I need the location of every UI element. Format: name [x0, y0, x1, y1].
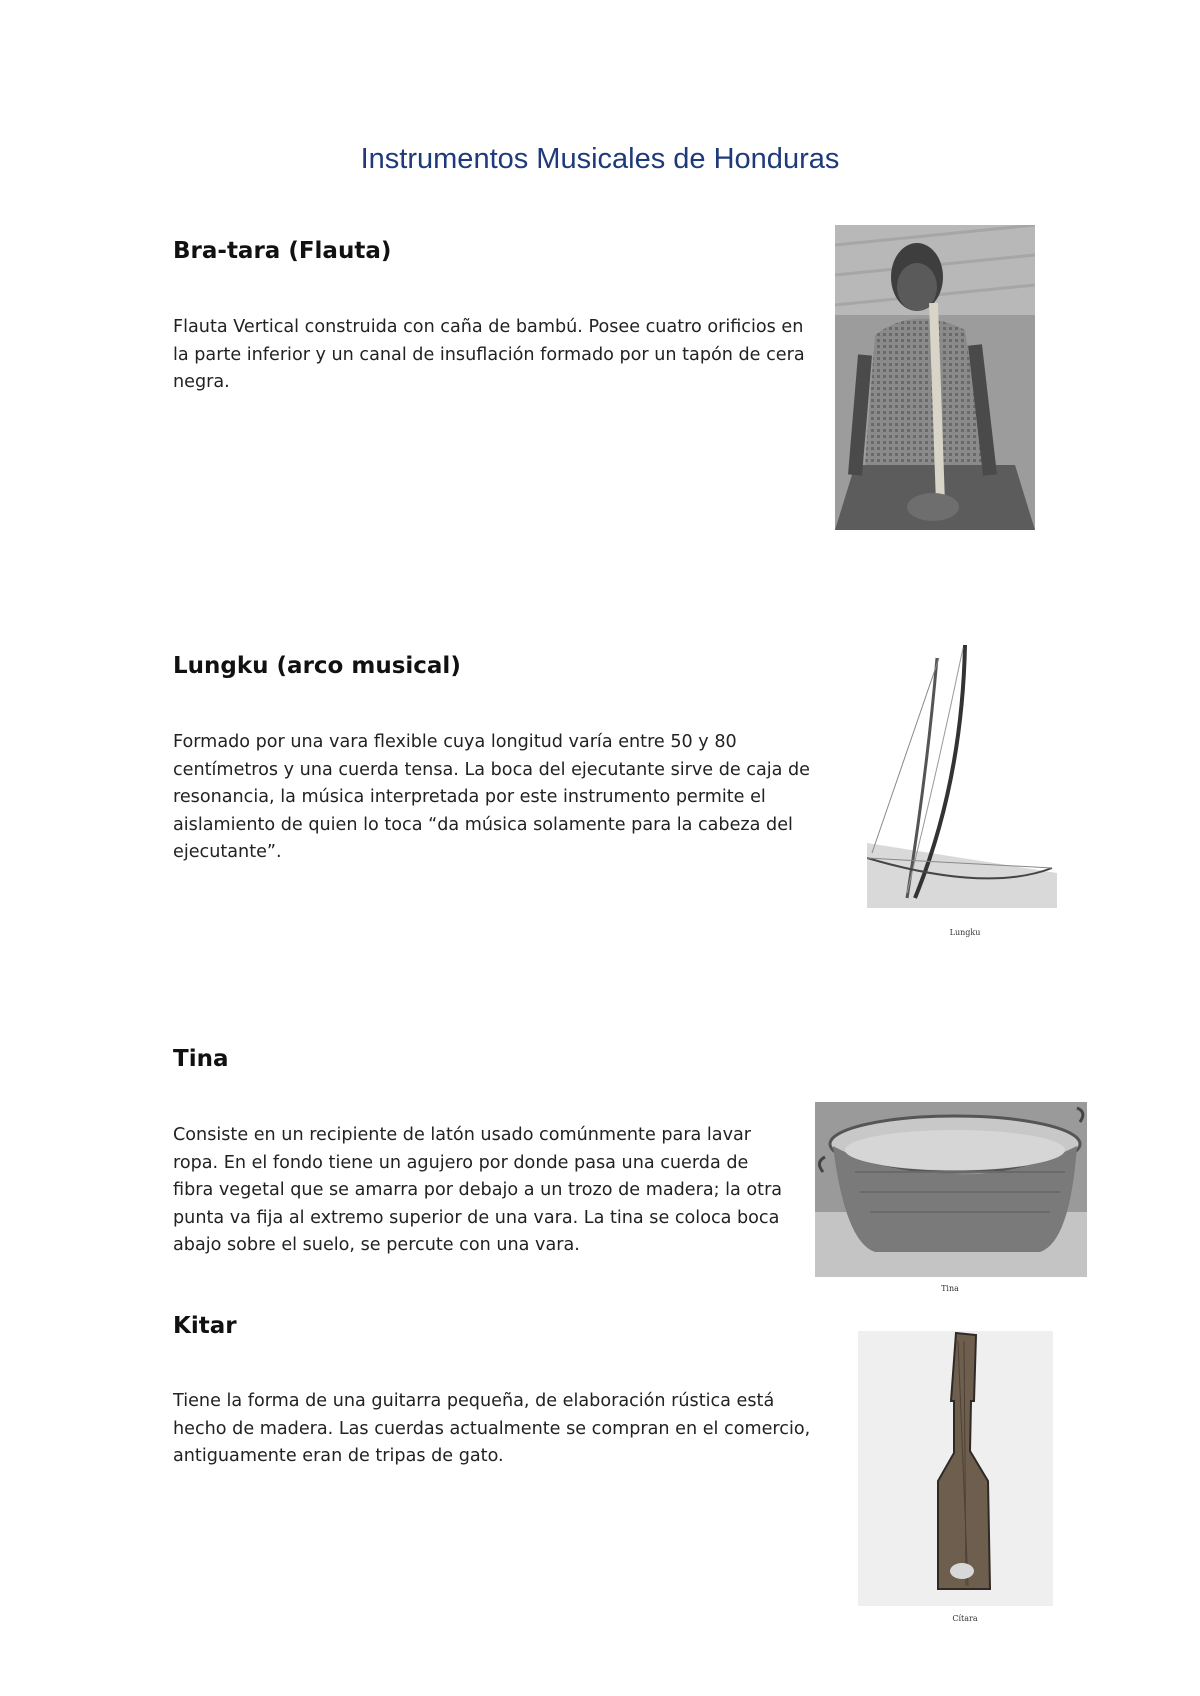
- flute-player-photo: [835, 225, 1035, 530]
- section-text-tina: Consiste en un recipiente de latón usado comúnmente para lavar ropa. En el fondo tiene un agujero por donde pasa una cuerda de fibra vegetal que se amarra por debajo a un trozo de madera; la otra punta va fija al extremo superior de una vara. La tina se coloca boca abajo sobre el suelo, se percute con una vara.: [173, 1125, 783, 1255]
- small-wooden-guitar-photo: [858, 1331, 1053, 1606]
- washtub-photo: [815, 1102, 1087, 1277]
- section-text-kitar: Tiene la forma de una guitarra pequeña, de elaboración rústica está hecho de madera. Las cuerdas actualmente se compran en el comercio, antiguamente eran de tripas de gato.: [173, 1391, 811, 1466]
- section-heading-tina: Tina: [173, 1046, 229, 1072]
- section-text-bra-tara: Flauta Vertical construida con caña de bambú. Posee cuatro orificios en la parte inferior y un canal de insuflación formado por un tapón de cera negra.: [173, 317, 805, 392]
- kitar-caption: Cítara: [952, 1614, 978, 1623]
- lungku-caption: Lungku: [949, 928, 981, 937]
- section-heading-bra-tara: Bra-tara (Flauta): [173, 238, 392, 264]
- section-heading-lungku: Lungku (arco musical): [173, 653, 461, 679]
- section-text-lungku: Formado por una vara flexible cuya longitud varía entre 50 y 80 centímetros y una cuerda tensa. La boca del ejecutante sirve de caja de resonancia, la música interpretada por este instrumento permite el aislamiento de quien lo toca “da música solamente para la cabeza del ejecutante”.: [173, 732, 811, 862]
- page-title: Instrumentos Musicales de Honduras: [360, 143, 840, 175]
- tina-caption: Tina: [941, 1284, 959, 1293]
- section-heading-kitar: Kitar: [173, 1313, 237, 1339]
- musical-bow-photo: [867, 643, 1057, 908]
